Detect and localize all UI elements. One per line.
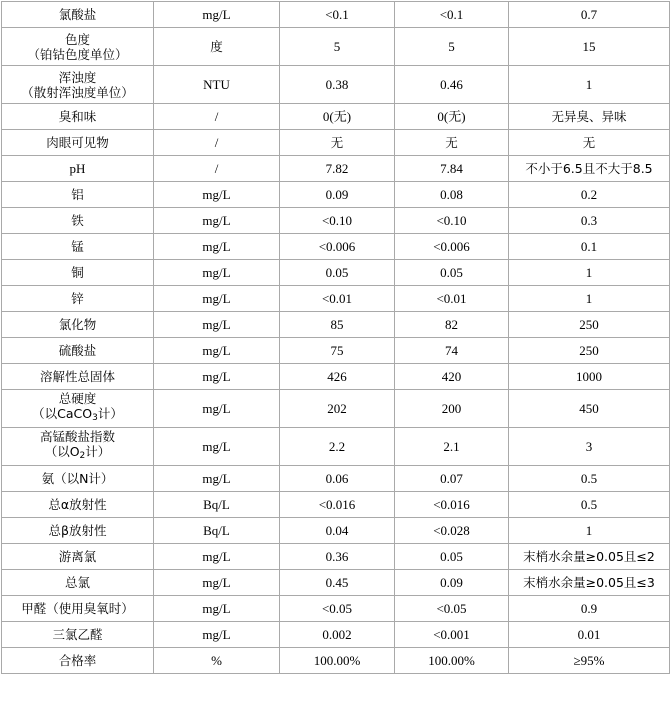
item-value-2: <0.006 — [395, 234, 509, 260]
item-value-2: 7.84 — [395, 156, 509, 182]
item-limit: 250 — [509, 338, 670, 364]
item-name: 游离氯 — [2, 544, 154, 570]
item-value-1: 85 — [280, 312, 395, 338]
item-unit: mg/L — [154, 570, 280, 596]
item-limit: 无异臭、异味 — [509, 104, 670, 130]
item-unit: / — [154, 130, 280, 156]
item-unit: NTU — [154, 66, 280, 104]
item-name: 铝 — [2, 182, 154, 208]
item-unit: mg/L — [154, 286, 280, 312]
item-unit: % — [154, 648, 280, 674]
item-name: 锰 — [2, 234, 154, 260]
item-value-2: 无 — [395, 130, 509, 156]
item-name: 甲醛（使用臭氧时） — [2, 596, 154, 622]
item-unit: mg/L — [154, 428, 280, 466]
table-row — [2, 648, 670, 674]
item-value-1: <0.006 — [280, 234, 395, 260]
table-row — [2, 234, 670, 260]
table-row — [2, 312, 670, 338]
item-value-2: <0.016 — [395, 492, 509, 518]
item-value-1: 0.04 — [280, 518, 395, 544]
item-unit: mg/L — [154, 544, 280, 570]
item-value-2: 0.05 — [395, 544, 509, 570]
item-value-2: <0.1 — [395, 2, 509, 28]
item-limit: 15 — [509, 28, 670, 66]
item-limit: 末梢水余量≥0.05且≤2 — [509, 544, 670, 570]
item-value-1: 7.82 — [280, 156, 395, 182]
item-limit: 0.5 — [509, 466, 670, 492]
item-name: 总氯 — [2, 570, 154, 596]
item-value-1: <0.01 — [280, 286, 395, 312]
item-value-1: <0.10 — [280, 208, 395, 234]
item-limit: 不小于6.5且不大于8.5 — [509, 156, 670, 182]
item-name: 铁 — [2, 208, 154, 234]
item-name — [2, 28, 154, 66]
item-value-2: 0.08 — [395, 182, 509, 208]
item-value-2: 200 — [395, 390, 509, 428]
item-limit: 0.01 — [509, 622, 670, 648]
item-value-1: 426 — [280, 364, 395, 390]
water-quality-table — [1, 1, 670, 674]
item-value-1: 0.38 — [280, 66, 395, 104]
table-row — [2, 208, 670, 234]
item-unit: 度 — [154, 28, 280, 66]
item-unit: mg/L — [154, 2, 280, 28]
item-name-line1: 色度 — [64, 31, 90, 47]
item-value-1: <0.1 — [280, 2, 395, 28]
item-value-1: 无 — [280, 130, 395, 156]
item-value-1: 0.002 — [280, 622, 395, 648]
item-limit: 1 — [509, 66, 670, 104]
item-limit: 1 — [509, 286, 670, 312]
item-value-2: 2.1 — [395, 428, 509, 466]
item-unit: mg/L — [154, 312, 280, 338]
table-row — [2, 390, 670, 428]
table-row — [2, 130, 670, 156]
item-unit: mg/L — [154, 390, 280, 428]
item-unit: mg/L — [154, 234, 280, 260]
table-row — [2, 338, 670, 364]
item-value-1: <0.05 — [280, 596, 395, 622]
item-name-line2-a: （以CaCO — [32, 406, 93, 421]
table-row — [2, 156, 670, 182]
item-name: pH — [2, 156, 154, 182]
table-row — [2, 28, 670, 66]
item-unit: Bq/L — [154, 492, 280, 518]
item-value-2: 0.46 — [395, 66, 509, 104]
item-limit: 0.5 — [509, 492, 670, 518]
item-name-line2: （散射浑浊度单位） — [21, 84, 134, 100]
item-name-line1: 高锰酸盐指数 — [39, 429, 115, 444]
item-value-1: 0(无) — [280, 104, 395, 130]
item-name-line2-b: 计） — [85, 444, 111, 459]
item-value-1: 0.06 — [280, 466, 395, 492]
item-unit: mg/L — [154, 622, 280, 648]
item-name-line1: 浑浊度 — [58, 69, 97, 85]
table-row — [2, 66, 670, 104]
item-value-2: 74 — [395, 338, 509, 364]
item-value-2: <0.001 — [395, 622, 509, 648]
item-unit: mg/L — [154, 338, 280, 364]
table-row — [2, 260, 670, 286]
item-limit: ≥95% — [509, 648, 670, 674]
item-value-1: 0.09 — [280, 182, 395, 208]
item-limit: 0.9 — [509, 596, 670, 622]
item-name: 总α放射性 — [2, 492, 154, 518]
item-limit: 250 — [509, 312, 670, 338]
item-limit: 450 — [509, 390, 670, 428]
item-value-2: <0.028 — [395, 518, 509, 544]
item-name: 三氯乙醛 — [2, 622, 154, 648]
item-limit: 0.2 — [509, 182, 670, 208]
table-row — [2, 2, 670, 28]
item-name: 氯酸盐 — [2, 2, 154, 28]
item-name: 总β放射性 — [2, 518, 154, 544]
item-name: 锌 — [2, 286, 154, 312]
item-unit: mg/L — [154, 208, 280, 234]
table-row — [2, 286, 670, 312]
item-name-line2-b: 计） — [97, 406, 123, 421]
item-name: 硫酸盐 — [2, 338, 154, 364]
item-name-line2 — [4, 406, 151, 426]
item-unit: mg/L — [154, 182, 280, 208]
table-row — [2, 518, 670, 544]
table-row — [2, 596, 670, 622]
item-value-2: 0(无) — [395, 104, 509, 130]
item-value-2: <0.10 — [395, 208, 509, 234]
item-limit: 无 — [509, 130, 670, 156]
item-unit: Bq/L — [154, 518, 280, 544]
table-row — [2, 492, 670, 518]
item-unit: mg/L — [154, 260, 280, 286]
item-value-1: <0.016 — [280, 492, 395, 518]
item-value-2: 420 — [395, 364, 509, 390]
item-value-2: <0.01 — [395, 286, 509, 312]
item-value-2: 100.00% — [395, 648, 509, 674]
item-value-2: 5 — [395, 28, 509, 66]
item-value-2: 0.07 — [395, 466, 509, 492]
item-name: 溶解性总固体 — [2, 364, 154, 390]
table-row — [2, 544, 670, 570]
item-value-1: 202 — [280, 390, 395, 428]
item-unit: mg/L — [154, 466, 280, 492]
table-row — [2, 364, 670, 390]
item-limit: 0.3 — [509, 208, 670, 234]
item-limit: 末梢水余量≥0.05且≤3 — [509, 570, 670, 596]
item-value-1: 100.00% — [280, 648, 395, 674]
item-name: 铜 — [2, 260, 154, 286]
item-value-1: 5 — [280, 28, 395, 66]
item-name: 氯化物 — [2, 312, 154, 338]
item-name-subscript: 3 — [92, 413, 98, 423]
table-row — [2, 570, 670, 596]
item-unit: mg/L — [154, 596, 280, 622]
item-limit: 1 — [509, 518, 670, 544]
table-row — [2, 104, 670, 130]
item-name-line1: 总硬度 — [58, 391, 97, 406]
item-limit: 0.7 — [509, 2, 670, 28]
item-limit: 1000 — [509, 364, 670, 390]
item-limit: 1 — [509, 260, 670, 286]
item-value-2: <0.05 — [395, 596, 509, 622]
item-name-line2: （铂钴色度单位） — [27, 46, 128, 62]
item-value-1: 0.05 — [280, 260, 395, 286]
item-name — [2, 390, 154, 428]
table-row — [2, 182, 670, 208]
table-row — [2, 622, 670, 648]
item-name — [2, 428, 154, 466]
item-value-2: 0.05 — [395, 260, 509, 286]
item-name: 氨（以N计） — [2, 466, 154, 492]
item-name: 合格率 — [2, 648, 154, 674]
item-value-2: 0.09 — [395, 570, 509, 596]
item-name: 肉眼可见物 — [2, 130, 154, 156]
item-unit: / — [154, 104, 280, 130]
item-value-1: 2.2 — [280, 428, 395, 466]
item-name — [2, 66, 154, 104]
item-limit: 3 — [509, 428, 670, 466]
item-unit: mg/L — [154, 364, 280, 390]
item-name-subscript: 2 — [79, 451, 86, 461]
item-value-1: 75 — [280, 338, 395, 364]
item-name-line2 — [4, 444, 151, 464]
item-name: 臭和味 — [2, 104, 154, 130]
item-value-1: 0.45 — [280, 570, 395, 596]
item-unit: / — [154, 156, 280, 182]
item-limit: 0.1 — [509, 234, 670, 260]
table-row — [2, 466, 670, 492]
item-value-2: 82 — [395, 312, 509, 338]
table-row — [2, 428, 670, 466]
item-name-line2-a: （以O — [44, 444, 80, 459]
item-value-1: 0.36 — [280, 544, 395, 570]
